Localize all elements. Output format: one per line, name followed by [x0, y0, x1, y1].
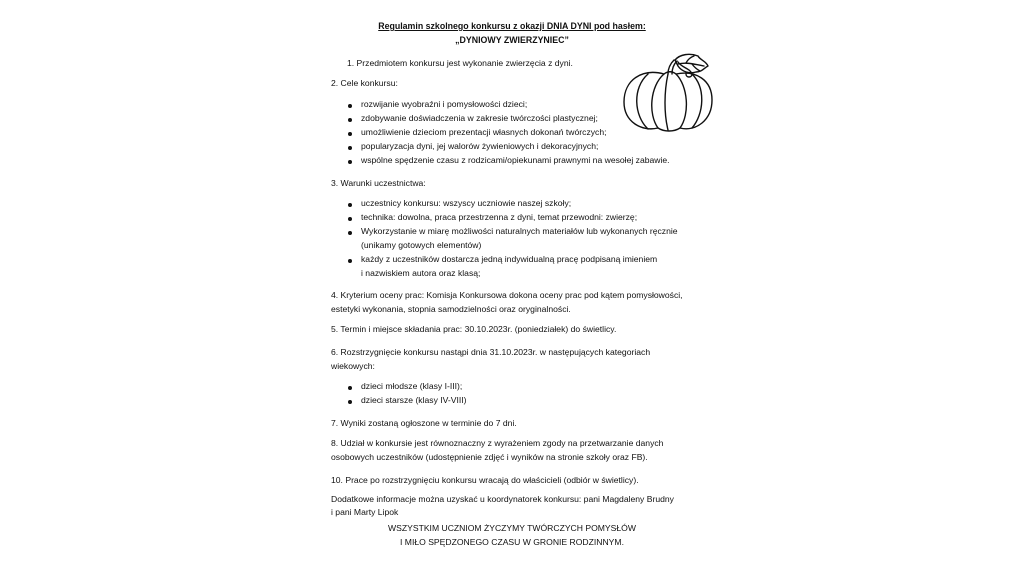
bullet — [348, 160, 352, 164]
closing-wish-line-2: I MIŁO SPĘDZONEGO CZASU W GRONIE RODZINNYM. — [400, 537, 624, 547]
bullet — [348, 259, 352, 263]
section-6-line-2: wiekowych: — [331, 361, 375, 371]
list-item: Wykorzystanie w miarę możliwości naturalnych materiałów lub wykonanych ręcznie — [361, 226, 678, 236]
bullet — [348, 386, 352, 390]
section-4-line-1: 4. Kryterium oceny prac: Komisja Konkursowa dokona oceny prac pod kątem pomysłowości, — [331, 290, 683, 300]
section-2-heading: 2. Cele konkursu: — [331, 78, 398, 88]
list-item: technika: dowolna, praca przestrzenna z dyni, temat przewodni: zwierzę; — [361, 212, 638, 222]
list-item: dzieci młodsze (klasy I-III); — [361, 381, 463, 391]
section-5: 5. Termin i miejsce składania prac: 30.10.2023r. (poniedziałek) do świetlicy. — [331, 324, 617, 334]
section-1: 1. Przedmiotem konkursu jest wykonanie zwierzęcia z dyni. — [347, 58, 573, 68]
section-10: 10. Prace po rozstrzygnięciu konkursu wracają do właścicieli (odbiór w świetlicy). — [331, 475, 639, 485]
closing-wish-line-1: WSZYSTKIM UCZNIOM ŻYCZYMY TWÓRCZYCH POMYSŁÓW — [388, 523, 636, 533]
list-item: uczestnicy konkursu: wszyscy uczniowie naszej szkoły; — [361, 198, 572, 208]
bullet — [348, 118, 352, 122]
section-3-heading: 3. Warunki uczestnictwa: — [331, 178, 426, 188]
contact-info-line-1: Dodatkowe informacje można uzyskać u koordynatorek konkursu: pani Magdaleny Brudny — [331, 494, 674, 504]
bullet — [348, 231, 352, 235]
document-title: Regulamin szkolnego konkursu z okazji DNIA DYNI pod hasłem: — [378, 21, 646, 31]
bullet — [348, 146, 352, 150]
list-item: umożliwienie dzieciom prezentacji własnych dokonań twórczych; — [361, 127, 607, 137]
section-4-line-2: estetyki wykonania, stopnia samodzielności oraz oryginalności. — [331, 304, 571, 314]
bullet — [348, 400, 352, 404]
section-7: 7. Wyniki zostaną ogłoszone w terminie do 7 dni. — [331, 418, 517, 428]
section-6-line-1: 6. Rozstrzygnięcie konkursu nastąpi dnia 31.10.2023r. w następujących kategoriach — [331, 347, 651, 357]
list-item: zdobywanie doświadczenia w zakresie twórczości plastycznej; — [361, 113, 598, 123]
list-item: wspólne spędzenie czasu z rodzicami/opiekunami prawnymi na wesołej zabawie. — [361, 155, 670, 165]
section-8-line-1: 8. Udział w konkursie jest równoznaczny z wyrażeniem zgody na przetwarzanie danych — [331, 438, 664, 448]
list-item: dzieci starsze (klasy IV-VIII) — [361, 395, 467, 405]
list-item: każdy z uczestników dostarcza jedną indywidualną pracę podpisaną imieniem — [361, 254, 658, 264]
list-item: rozwijanie wyobraźni i pomysłowości dzieci; — [361, 99, 528, 109]
list-item: popularyzacja dyni, jej walorów żywieniowych i dekoracyjnych; — [361, 141, 599, 151]
contact-info-line-2: i pani Marty Lipok — [331, 507, 399, 517]
section-8-line-2: osobowych uczestników (udostępnienie zdjęć i wyników na stronie szkoły oraz FB). — [331, 452, 648, 462]
bullet — [348, 104, 352, 108]
list-item-continuation: (unikamy gotowych elementów) — [361, 240, 482, 250]
pumpkin-illustration — [620, 52, 716, 134]
document-subtitle: „DYNIOWY ZWIERZYNIEC” — [455, 35, 569, 45]
bullet — [348, 217, 352, 221]
list-item-continuation: i nazwiskiem autora oraz klasą; — [361, 268, 481, 278]
bullet — [348, 132, 352, 136]
bullet — [348, 203, 352, 207]
